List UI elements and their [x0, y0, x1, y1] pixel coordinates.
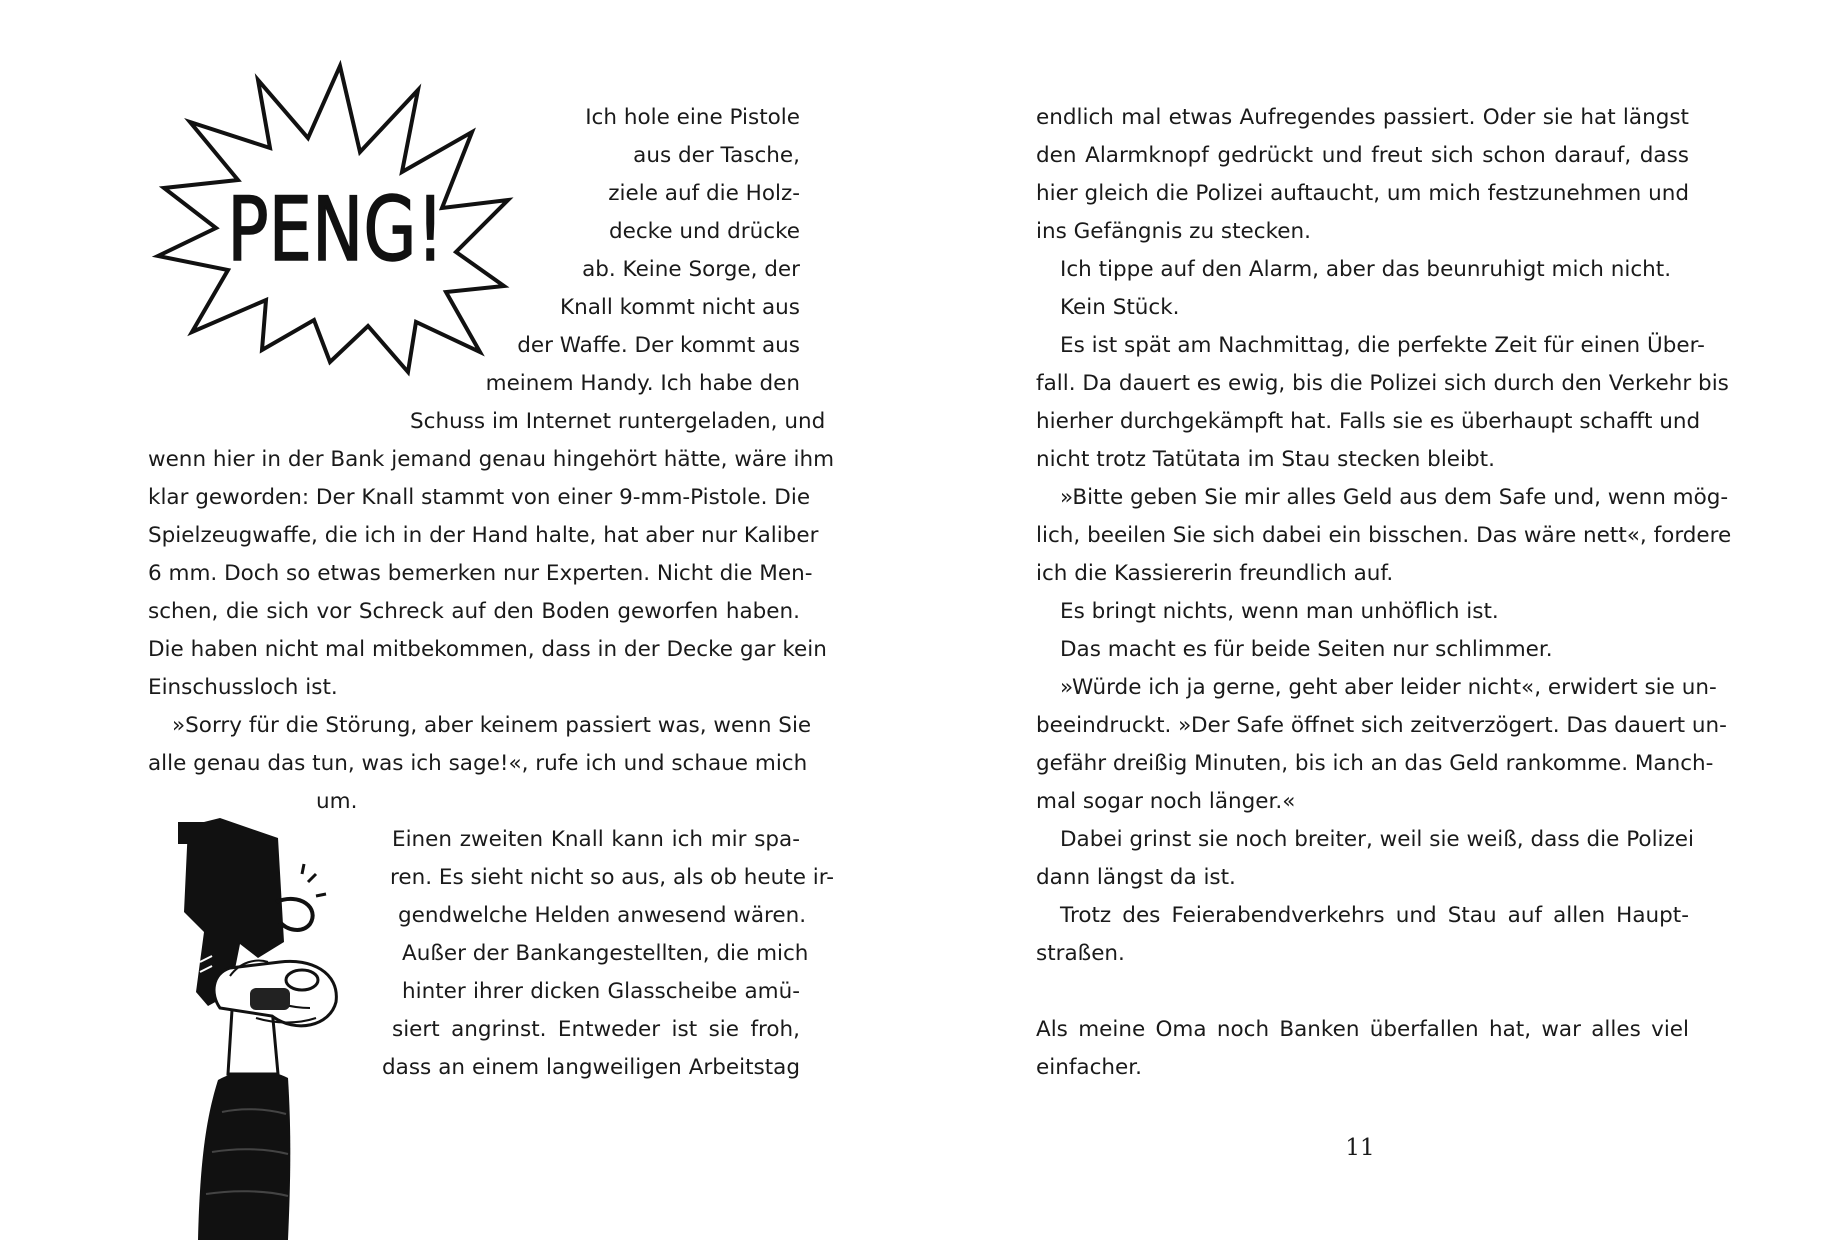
right-line-21: dann längst da ist. [1036, 865, 1236, 890]
left-line-6: Knall kommt nicht aus [560, 295, 800, 320]
right-line-12: lich, beeilen Sie sich dabei ein bisschen. Das wäre nett«, fordere [1036, 523, 1732, 548]
right-line-17: beeindruckt. »Der Safe öffnet sich zeitverzögert. Das dauert un- [1036, 713, 1727, 738]
right-line-8: fall. Da dauert es ewig, bis die Polizei sich durch den Verkehr bis [1036, 371, 1729, 396]
left-line-18: alle genau das tun, was ich sage!«, rufe ich und schaue mich [148, 751, 808, 776]
left-line-20: Einen zweiten Knall kann ich mir spa- [392, 827, 800, 852]
left-line-3: ziele auf die Holz- [608, 181, 800, 206]
right-line-1: endlich mal etwas Aufregendes passiert. Oder sie hat längst [1036, 105, 1689, 130]
right-line-7: Es ist spät am Nachmittag, die perfekte Zeit für einen Über- [1060, 333, 1705, 358]
right-line-22: Trotz des Feierabendverkehrs und Stau auf allen Haupt- [1060, 903, 1689, 928]
right-line-23: straßen. [1036, 941, 1125, 966]
left-line-26: dass an einem langweiligen Arbeitstag [382, 1055, 800, 1080]
left-line-21: ren. Es sieht nicht so aus, als ob heute ir- [390, 865, 834, 890]
left-line-15: Die haben nicht mal mitbekommen, dass in der Decke gar kein [148, 637, 827, 662]
left-line-10: wenn hier in der Bank jemand genau hingehört hätte, wäre ihm [148, 447, 835, 472]
right-line-19: mal sogar noch länger.« [1036, 789, 1296, 814]
left-line-22: gendwelche Helden anwesend wären. [398, 903, 807, 928]
right-line-5: Ich tippe auf den Alarm, aber das beunruhigt mich nicht. [1060, 257, 1672, 282]
left-line-24: hinter ihrer dicken Glasscheibe amü- [402, 979, 800, 1004]
right-line-4: ins Gefängnis zu stecken. [1036, 219, 1311, 244]
left-line-4: decke und drücke [608, 219, 800, 244]
right-line-2: den Alarmknopf gedrückt und freut sich schon darauf, dass [1036, 143, 1689, 168]
right-line-25: einfacher. [1036, 1055, 1142, 1080]
right-line-15: Das macht es für beide Seiten nur schlimmer. [1060, 637, 1553, 662]
right-line-11: »Bitte geben Sie mir alles Geld aus dem Safe und, wenn mög- [1060, 485, 1729, 510]
left-line-19: um. [316, 789, 358, 814]
right-line-16: »Würde ich ja gerne, geht aber leider nicht«, erwidert sie un- [1060, 675, 1717, 700]
hand-pistol-illustration [160, 812, 370, 1240]
right-line-6: Kein Stück. [1060, 295, 1180, 320]
peng-text: PENG! [227, 178, 445, 282]
peng-starburst-illustration [150, 60, 520, 380]
left-line-12: Spielzeugwaffe, die ich in der Hand halte, hat aber nur Kaliber [148, 523, 819, 548]
left-line-16: Einschussloch ist. [148, 675, 338, 700]
right-line-9: hierher durchgekämpft hat. Falls sie es überhaupt schafft und [1036, 409, 1701, 434]
left-line-13: 6 mm. Doch so etwas bemerken nur Experten. Nicht die Men- [148, 561, 813, 586]
left-line-23: Außer der Bankangestellten, die mich [402, 941, 809, 966]
right-line-18: gefähr dreißig Minuten, bis ich an das Geld rankomme. Manch- [1036, 751, 1714, 776]
right-line-24: Als meine Oma noch Banken überfallen hat, war alles viel [1036, 1017, 1689, 1042]
left-line-1: Ich hole eine Pistole [585, 105, 800, 130]
left-line-2: aus der Tasche, [633, 143, 800, 168]
left-line-8: meinem Handy. Ich habe den [485, 371, 800, 396]
right-line-3: hier gleich die Polizei auftaucht, um mich festzunehmen und [1036, 181, 1689, 206]
right-line-13: ich die Kassiererin freundlich auf. [1036, 561, 1394, 586]
left-line-5: ab. Keine Sorge, der [582, 257, 800, 282]
left-line-14: schen, die sich vor Schreck auf den Boden geworfen haben. [148, 599, 800, 624]
page-number: 11 [1345, 1135, 1375, 1161]
right-line-20: Dabei grinst sie noch breiter, weil sie weiß, dass die Polizei [1060, 827, 1694, 852]
right-line-10: nicht trotz Tatütata im Stau stecken bleibt. [1036, 447, 1495, 472]
left-line-25: siert angrinst. Entweder ist sie froh, [392, 1017, 800, 1042]
left-line-11: klar geworden: Der Knall stammt von einer 9-mm-Pistole. Die [148, 485, 811, 510]
left-line-17: »Sorry für die Störung, aber keinem passiert was, wenn Sie [172, 713, 812, 738]
left-line-7: der Waffe. Der kommt aus [517, 333, 800, 358]
left-line-9: Schuss im Internet runtergeladen, und [410, 409, 826, 434]
right-line-14: Es bringt nichts, wenn man unhöflich ist. [1060, 599, 1499, 624]
